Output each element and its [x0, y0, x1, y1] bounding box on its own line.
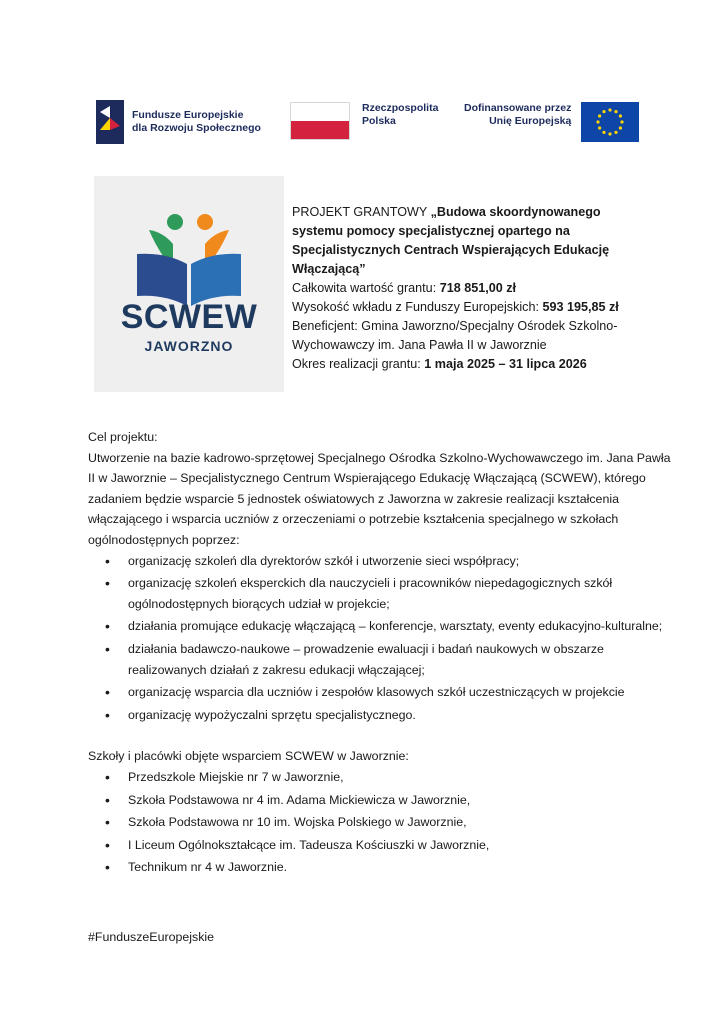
project-period-value: 1 maja 2025 – 31 lipca 2026: [424, 357, 587, 371]
scwew-logo: [94, 176, 284, 392]
list-item: • Technikum nr 4 w Jaworznie.: [128, 857, 673, 878]
goal-text: Utworzenie na bazie kadrowo-sprzętowej Specjalnego Ośrodka Szkolno-Wychowawczego im. Jana Pawła II w Jaworznie – Specjalistycznego Centrum Wspierającego Edukację Włączającą (SCWEW), którego zadaniem będzie wsparcie 5 jednostek oświatowych z Jaworzna w zakresie realizacji kształcenia włączającego i wsparcia uczniów z orzeczeniami o potrzebie kształcenia specjalnego w szkołach ogólnodostępnych poprzez:: [88, 450, 671, 547]
list-item: • organizację szkoleń eksperckich dla nauczycieli i pracowników niepedagogicznych szkół ogólnodostępnych biorących udział w projekcie;: [128, 573, 673, 614]
poland-flag-icon: [290, 102, 350, 140]
main-content: [88, 427, 673, 880]
project-beneficiary: Beneficjent: Gmina Jaworzno/Specjalny Ośrodek Szkolno-Wychowawczy im. Jana Pawła II w Jaworznie: [292, 319, 618, 352]
funding-logos-bar: [96, 98, 656, 150]
project-info: [292, 203, 642, 374]
goal-heading: Cel projektu:: [88, 430, 158, 444]
project-total-label: Całkowita wartość grantu:: [292, 281, 440, 295]
schools-heading: Szkoły i placówki objęte wsparciem SCWEW w Jaworznie:: [88, 749, 409, 764]
project-period-label: Okres realizacji grantu:: [292, 357, 425, 371]
project-total: [292, 279, 642, 298]
project-title: [292, 203, 642, 279]
scwew-logo-city: JAWORZNO: [144, 338, 234, 354]
eu-logo-line2: Unię Europejską: [489, 115, 572, 127]
project-title-text: „Budowa skoordynowanego systemu pomocy specjalistycznej opartego na Specjalistycznych Centrach Wspierających Edukację Włączającą”: [292, 205, 610, 276]
project-eu-value: 593 195,85 zł: [542, 300, 619, 314]
list-item: • Przedszkole Miejskie nr 7 w Jaworznie,: [128, 767, 673, 788]
project-title-prefix: PROJEKT GRANTOWY: [292, 205, 431, 219]
project-eu-label: Wysokość wkładu z Funduszy Europejskich:: [292, 300, 543, 314]
fe-logo-line2: dla Rozwoju Społecznego: [132, 122, 261, 134]
eu-logo: [464, 102, 639, 142]
project-total-value: 718 851,00 zł: [439, 281, 517, 295]
list-item: • Szkoła Podstawowa nr 4 im. Adama Mickiewicza w Jaworznie,: [128, 790, 673, 811]
eu-logo-line1: Dofinansowane przez: [464, 102, 572, 114]
list-item: • organizację wypożyczalni sprzętu specjalistycznego.: [128, 705, 673, 726]
hashtag: #FunduszeEuropejskie: [88, 930, 215, 944]
schools-list: [88, 767, 673, 878]
list-item: • organizację szkoleń dla dyrektorów szkół i utworzenie sieci współpracy;: [128, 551, 673, 572]
list-item: • Szkoła Podstawowa nr 10 im. Wojska Polskiego w Jaworznie,: [128, 812, 673, 833]
eu-stars-icon: [581, 102, 639, 142]
list-item: • organizację wsparcia dla uczniów i zespołów klasowych szkół uczestniczących w projekcie: [128, 682, 673, 703]
list-item: • działania badawczo-naukowe – prowadzenie ewaluacji i badań naukowych w obszarze realizowanych działań z zakresu edukacji włączającej;: [128, 639, 673, 680]
fe-logo-icon: [96, 100, 124, 144]
pl-logo-line2: Polska: [362, 115, 396, 127]
fe-logo: [96, 100, 261, 144]
goal-list: [88, 551, 673, 726]
project-eu-contribution: [292, 298, 642, 317]
pl-logo: [290, 102, 438, 140]
list-item: • I Liceum Ogólnokształcące im. Tadeusza Kościuszki w Jaworznie,: [128, 835, 673, 856]
fe-logo-line1: Fundusze Europejskie: [132, 109, 244, 121]
scwew-book-people-icon: [129, 210, 249, 310]
project-period: [292, 355, 642, 374]
scwew-logo-name: SCWEW: [120, 298, 258, 336]
eu-flag-icon: [581, 102, 639, 142]
pl-logo-line1: Rzeczpospolita: [362, 102, 439, 114]
list-item: • działania promujące edukację włączającą – konferencje, warsztaty, eventy edukacyjno-kulturalne;: [128, 616, 673, 637]
